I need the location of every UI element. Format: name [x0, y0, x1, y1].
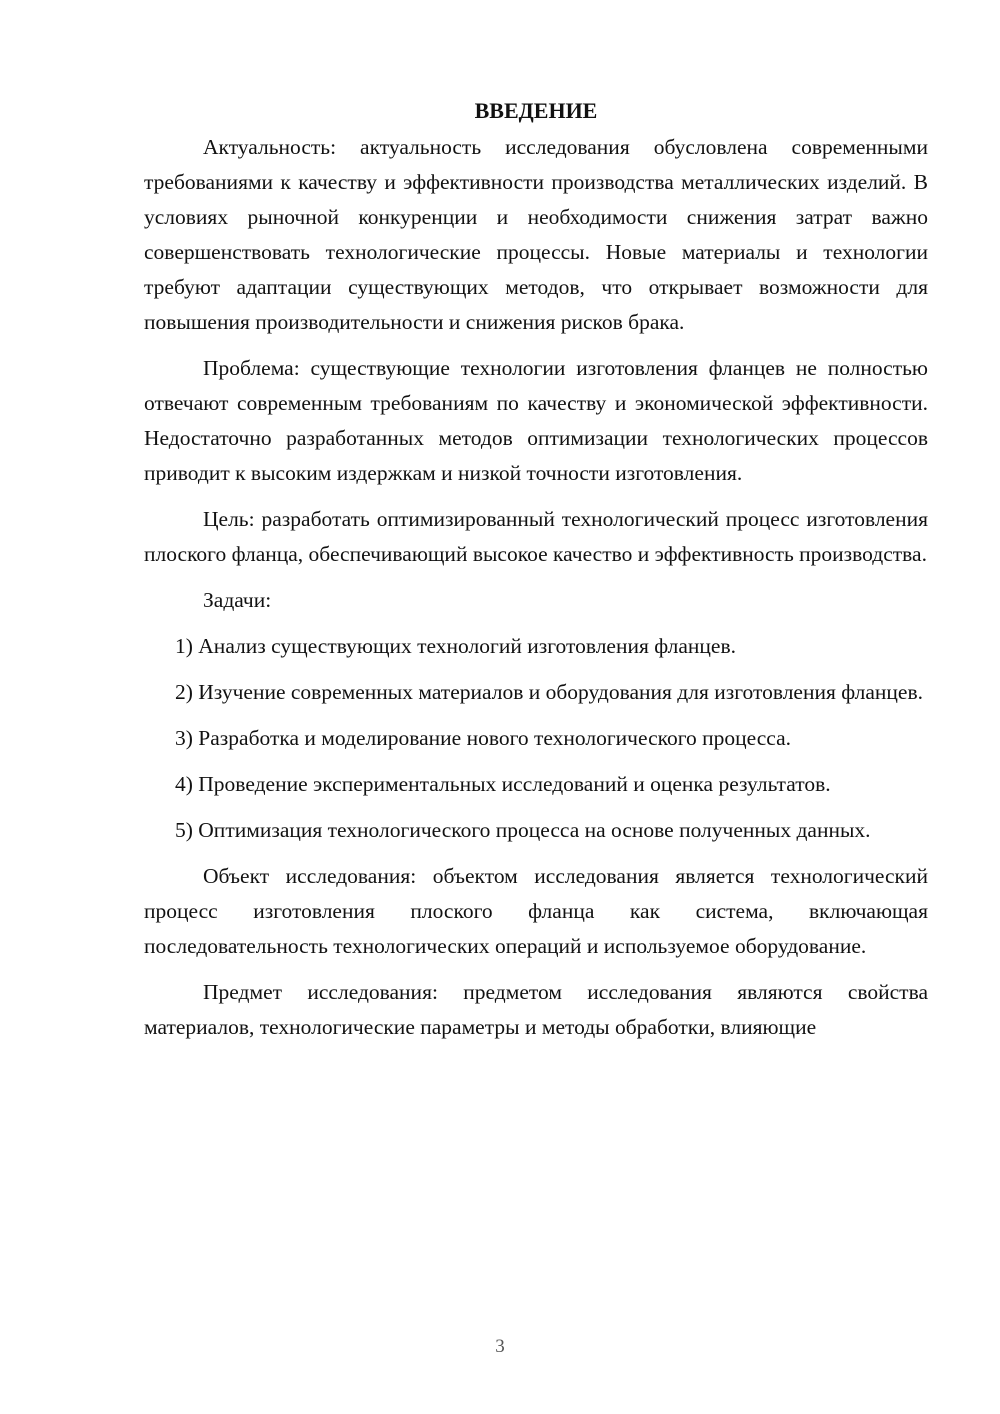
task-item-2: 2) Изучение современных материалов и оборудования для изготовления фланцев. — [175, 680, 923, 704]
object-paragraph: Объект исследования: объектом исследования является технологический процесс изготовления плоского фланца как система, включающая последовательность технологических операций и используемое оборудование. — [144, 864, 928, 958]
relevance-paragraph: Актуальность: актуальность исследования обусловлена современными требованиями к качеству и эффективности производства металлических изделий. В условиях рыночной конкуренции и необходимости снижения затрат важно совершенствовать технологические процессы. Новые материалы и технологии требуют адаптации существующих методов, что открывает возможности для повышения производительности и снижения рисков брака. — [144, 135, 928, 334]
subject-paragraph: Предмет исследования: предметом исследования являются свойства материалов, технологические параметры и методы обработки, влияющие — [144, 980, 928, 1039]
task-item-1: 1) Анализ существующих технологий изготовления фланцев. — [175, 634, 736, 658]
task-item-3: 3) Разработка и моделирование нового технологического процесса. — [175, 726, 791, 750]
task-item-4: 4) Проведение экспериментальных исследований и оценка результатов. — [175, 772, 831, 796]
goal-paragraph: Цель: разработать оптимизированный технологический процесс изготовления плоского фланца, обеспечивающий высокое качество и эффективность производства. — [144, 507, 928, 566]
tasks-label: Задачи: — [203, 588, 272, 612]
problem-paragraph: Проблема: существующие технологии изготовления фланцев не полностью отвечают современным требованиям по качеству и экономической эффективности. Недостаточно разработанных методов оптимизации технологических процессов приводит к высоким издержкам и низкой точности изготовления. — [144, 356, 928, 485]
page-body — [144, 96, 928, 1045]
page-number: 3 — [495, 1336, 505, 1357]
page-heading: ВВЕДЕНИЕ — [474, 98, 598, 123]
task-item-5: 5) Оптимизация технологического процесса на основе полученных данных. — [175, 818, 871, 842]
